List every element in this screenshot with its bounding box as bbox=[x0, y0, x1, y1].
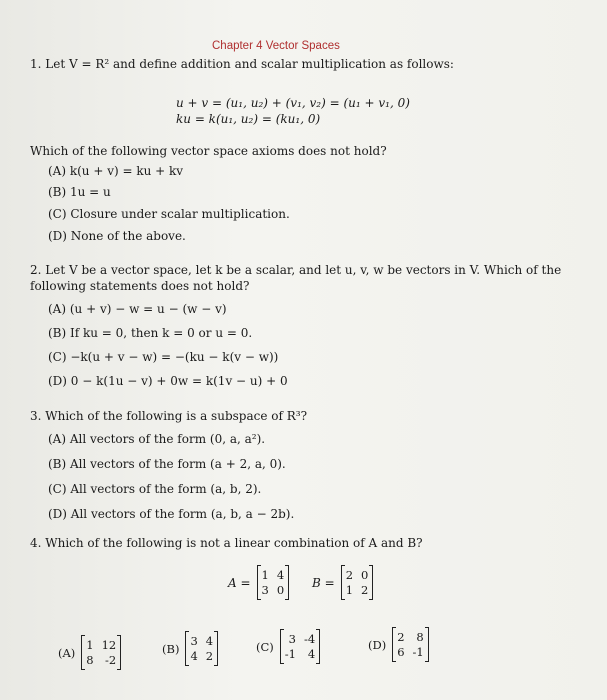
matrix-cell: 1 bbox=[86, 638, 94, 652]
matrix-b bbox=[312, 566, 373, 599]
q1-option-d: (D) None of the above. bbox=[48, 229, 186, 243]
q4-choice-d-matrix bbox=[392, 628, 429, 661]
matrix-b-label: B = bbox=[312, 575, 335, 590]
q1-option-b: (B) 1u = u bbox=[48, 185, 111, 199]
q2-option-a: (A) (u + v) − w = u − (w − v) bbox=[48, 302, 227, 316]
matrix-cell: 4 bbox=[307, 647, 316, 661]
matrix-cell: 3 bbox=[190, 634, 198, 648]
matrix-b-grid bbox=[341, 566, 374, 599]
matrix-b-cell: 0 bbox=[361, 568, 369, 582]
matrix-cell: 12 bbox=[101, 638, 117, 652]
matrix-cell: 8 bbox=[86, 653, 94, 667]
matrix-a-grid bbox=[257, 566, 290, 599]
q4-choice-d bbox=[368, 628, 429, 661]
matrix-a-cell: 1 bbox=[261, 568, 269, 582]
matrix-b-cell: 1 bbox=[345, 583, 354, 597]
q4-choice-b bbox=[162, 632, 218, 665]
matrix-a-label: A = bbox=[228, 575, 251, 590]
q3-option-a: (A) All vectors of the form (0, a, a²). bbox=[48, 432, 266, 446]
matrix-cell: 2 bbox=[205, 649, 214, 663]
matrix-a-cell: 3 bbox=[261, 583, 269, 597]
q1-intro: 1. Let V = R² and define addition and scalar multiplication as follows: bbox=[30, 57, 454, 71]
q4-choice-c bbox=[256, 630, 320, 663]
matrix-cell: 2 bbox=[397, 630, 405, 644]
q3-intro: 3. Which of the following is a subspace of R³? bbox=[30, 409, 308, 423]
q4-choice-a bbox=[58, 636, 121, 669]
matrix-cell: -4 bbox=[303, 632, 316, 646]
q2-option-b: (B) If ku = 0, then k = 0 or u = 0. bbox=[48, 326, 253, 340]
matrix-b-cell: 2 bbox=[345, 568, 354, 582]
matrix-cell: 4 bbox=[205, 634, 214, 648]
matrix-cell: 4 bbox=[190, 649, 198, 663]
matrix-a bbox=[228, 566, 289, 599]
q4-intro: 4. Which of the following is not a linear combination of A and B? bbox=[30, 536, 423, 550]
matrix-b-cell: 2 bbox=[361, 583, 369, 597]
matrix-cell: -2 bbox=[105, 653, 117, 667]
q4-choice-c-label: (C) bbox=[256, 639, 274, 654]
q4-choice-b-label: (B) bbox=[162, 641, 180, 656]
matrix-a-cell: 4 bbox=[276, 568, 285, 582]
chapter-title: Chapter 4 Vector Spaces bbox=[212, 40, 340, 52]
q2-option-c: (C) −k(u + v − w) = −(ku − k(v − w)) bbox=[48, 350, 279, 364]
q1-scalar-eq: ku = k(u₁, u₂) = (ku₁, 0) bbox=[176, 112, 321, 126]
q1-option-c: (C) Closure under scalar multiplication. bbox=[48, 207, 290, 221]
q4-choice-c-matrix bbox=[280, 630, 320, 663]
matrix-a-cell: 0 bbox=[276, 583, 285, 597]
q2-intro: 2. Let V be a vector space, let k be a scalar, and let u, v, w be vectors in V. Which of the bbox=[30, 263, 562, 277]
matrix-cell: 8 bbox=[416, 630, 424, 644]
matrix-cell: 6 bbox=[397, 645, 405, 659]
q1-question: Which of the following vector space axioms does not hold? bbox=[30, 144, 387, 158]
q3-option-c: (C) All vectors of the form (a, b, 2). bbox=[48, 482, 262, 496]
q2-option-d: (D) 0 − k(1u − v) + 0w = k(1v − u) + 0 bbox=[48, 374, 288, 388]
q4-choice-b-matrix bbox=[185, 632, 218, 665]
q2-intro-continued: following statements does not hold? bbox=[30, 279, 250, 293]
q4-choice-a-label: (A) bbox=[58, 645, 76, 660]
matrix-cell: -1 bbox=[412, 645, 424, 659]
q3-option-b: (B) All vectors of the form (a + 2, a, 0). bbox=[48, 457, 286, 471]
q1-option-a: (A) k(u + v) = ku + kv bbox=[48, 164, 184, 178]
q4-choice-d-label: (D) bbox=[368, 637, 387, 652]
q4-choice-a-matrix bbox=[81, 636, 121, 669]
matrix-cell: 3 bbox=[288, 632, 296, 646]
q3-option-d: (D) All vectors of the form (a, b, a − 2b). bbox=[48, 507, 295, 521]
q1-addition-eq: u + v = (u₁, u₂) + (v₁, v₂) = (u₁ + v₁, 0) bbox=[176, 96, 410, 110]
matrix-cell: -1 bbox=[284, 647, 296, 661]
